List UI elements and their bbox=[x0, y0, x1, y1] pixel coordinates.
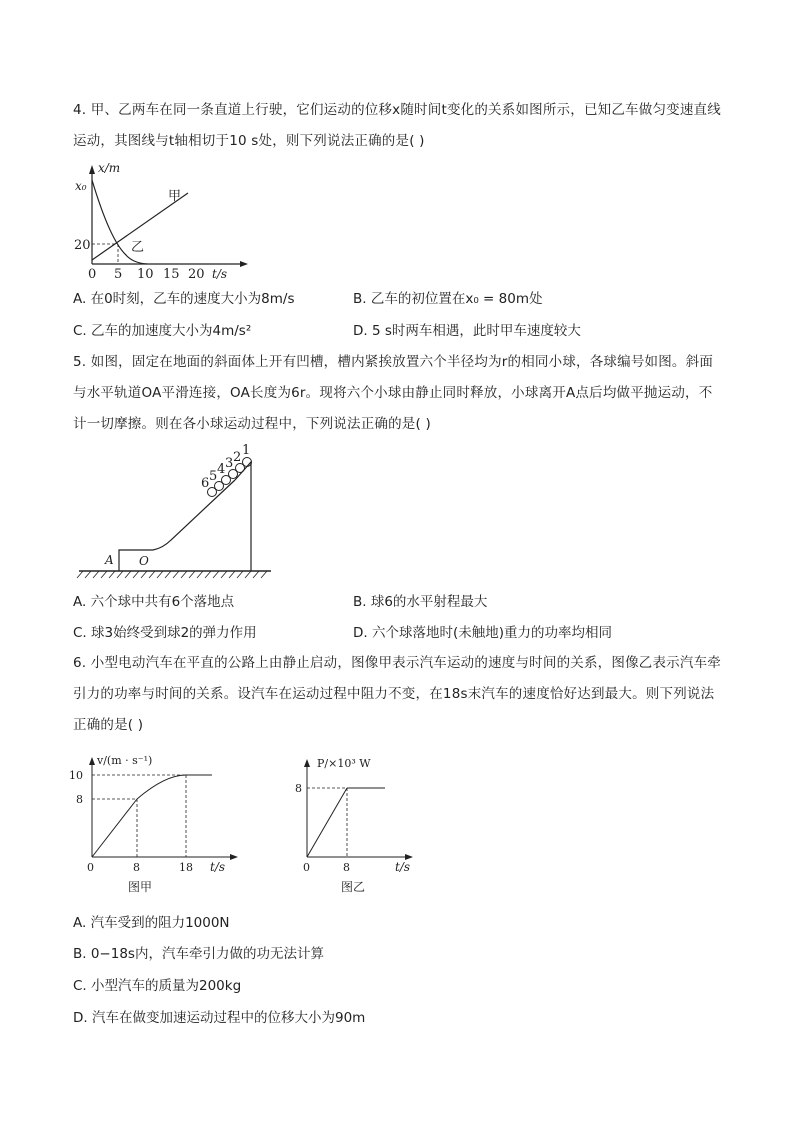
q5-stem: 5. 如图，固定在地面的斜面体上开有凹槽，槽内紧挨放置六个半径均为r的相同小球，各球编号如图。斜面与水平轨道OA平滑连接，OA长度为6r。现将六个小球由静止同时释放，小球离开A点后均做平抛运动，不计一切摩擦。则在各小球运动过程中，下列说法正确的是( ) bbox=[73, 354, 714, 432]
x-tick-0: 0 bbox=[303, 861, 310, 874]
y-tick-8: 8 bbox=[76, 793, 83, 806]
y-axis-arrow bbox=[89, 757, 95, 765]
q5-option-d: D. 六个球落地时(未触地)重力的功率均相同 bbox=[353, 625, 613, 641]
q6-option-d: D. 汽车在做变加速运动过程中的位移大小为90m bbox=[73, 1010, 366, 1026]
curve-velocity bbox=[137, 775, 212, 799]
q6-vt-graph bbox=[69, 754, 240, 895]
label-yi: 乙 bbox=[131, 240, 145, 255]
q4-xt-graph bbox=[70, 160, 250, 282]
x-axis-label: t/s bbox=[212, 267, 228, 281]
q4-stem: 4. 甲、乙两车在同一条直道上行驶，它们运动的位移x随时间t变化的关系如图所示，已知乙车做匀变速直线运动，其图线与t轴相切于10 s处，则下列说法正确的是( ) bbox=[73, 102, 721, 149]
y-tick-x0: x₀ bbox=[75, 179, 87, 193]
line-power-rise bbox=[307, 788, 347, 857]
q4-option-a: A. 在0时刻，乙车的速度大小为8m/s bbox=[73, 291, 295, 307]
x-tick-18: 18 bbox=[179, 861, 193, 874]
y-tick-10: 10 bbox=[69, 769, 83, 782]
q6-option-a: A. 汽车受到的阻力1000N bbox=[73, 915, 230, 931]
x-tick-15: 15 bbox=[163, 267, 180, 282]
y-axis-label: x/m bbox=[98, 161, 121, 175]
q5-option-a: A. 六个球中共有6个落地点 bbox=[73, 594, 235, 610]
q5-incline-figure bbox=[75, 440, 275, 585]
x-axis-label: t/s bbox=[210, 860, 226, 874]
ball-label-4: 4 bbox=[217, 462, 226, 477]
x-axis-arrow bbox=[230, 854, 238, 860]
ground-hatch bbox=[77, 571, 267, 578]
y-axis-label: v/(m · s⁻¹) bbox=[97, 754, 153, 767]
y-axis-arrow bbox=[89, 165, 95, 174]
ball-label-6: 6 bbox=[201, 476, 210, 491]
q6-option-c: C. 小型汽车的质量为200kg bbox=[73, 978, 242, 994]
q6-stem: 6. 小型电动汽车在平直的公路上由静止启动，图像甲表示汽车运动的速度与时间的关系，图像乙表示汽车牵引力的功率与时间的关系。设汽车在运动过程中阻力不变，在18s末汽车的速度恰好达到最大。则下列说法正确的是( ) bbox=[73, 655, 721, 733]
x-tick-20: 20 bbox=[188, 267, 205, 282]
x-tick-8: 8 bbox=[133, 861, 140, 874]
label-o: O bbox=[139, 554, 149, 568]
y-axis-label: P/×10³ W bbox=[317, 757, 371, 770]
x-tick-8: 8 bbox=[343, 861, 350, 874]
q6-option-b: B. 0−18s内，汽车牵引力做的功无法计算 bbox=[73, 946, 324, 962]
x-tick-0: 0 bbox=[87, 861, 94, 874]
q6-pt-graph bbox=[295, 755, 425, 895]
ball-label-1: 1 bbox=[242, 443, 251, 458]
line-acceleration bbox=[92, 799, 137, 857]
q5-option-c: C. 球3始终受到球2的弹力作用 bbox=[73, 625, 257, 641]
q5-option-b: B. 球6的水平射程最大 bbox=[353, 594, 488, 610]
y-tick-8: 8 bbox=[295, 782, 302, 795]
incline-surface bbox=[153, 480, 235, 550]
x-tick-10: 10 bbox=[137, 267, 154, 282]
q4-option-c: C. 乙车的加速度大小为4m/s² bbox=[73, 323, 252, 339]
ball-label-3: 3 bbox=[225, 456, 234, 471]
x-axis-label: t/s bbox=[395, 860, 411, 874]
q4-option-d: D. 5 s时两车相遇，此时甲车速度较大 bbox=[353, 323, 581, 339]
x-tick-0: 0 bbox=[88, 267, 97, 282]
x-axis-arrow bbox=[240, 261, 248, 267]
caption-yi: 图乙 bbox=[341, 880, 366, 894]
ball-label-5: 5 bbox=[209, 469, 218, 484]
y-tick-20: 20 bbox=[74, 238, 91, 253]
ball-label-2: 2 bbox=[233, 450, 242, 465]
x-tick-5: 5 bbox=[114, 267, 123, 282]
caption-jia: 图甲 bbox=[128, 880, 153, 894]
label-jia: 甲 bbox=[168, 189, 182, 204]
incline-wall bbox=[235, 462, 251, 571]
label-a: A bbox=[105, 553, 114, 567]
y-axis-arrow bbox=[304, 759, 310, 767]
q4-option-b: B. 乙车的初位置在x₀ = 80m处 bbox=[353, 291, 543, 307]
